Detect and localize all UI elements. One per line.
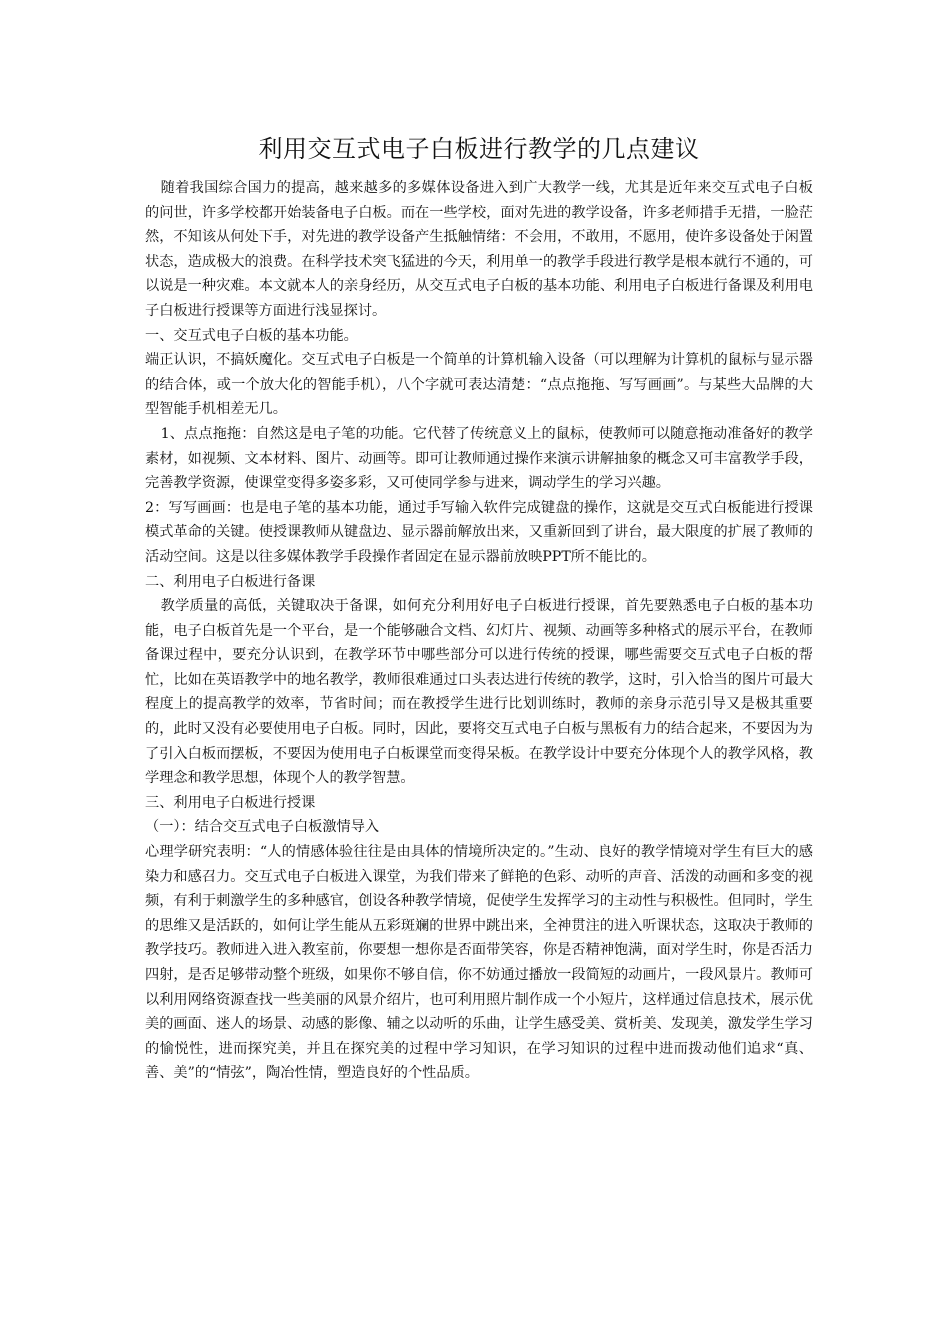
intro-paragraph: 随着我国综合国力的提高，越来越多的多媒体设备进入到广大教学一线，尤其是近年来交互式电子白板的问世，许多学校都开始装备电子白板。而在一些学校，面对先进的教学设备，许多老师措手无措，一脸茫然，不知该从何处下手，对先进的教学设备产生抵触情绪：不会用，不敢用，不愿用，使许多设备处于闲置状态，造成极大的浪费。在科学技术突飞猛进的今天，利用单一的教学手段进行教学是根本就行不通的，可以说是一种灾难。本文就本人的亲身经历，从交互式电子白板的基本功能、利用电子白板进行备课及利用电子白板进行授课等方面进行浅显探讨。 — [145, 180, 813, 319]
subsection-heading-1: （一）：结合交互式电子白板激情导入 — [145, 819, 380, 836]
document-content — [145, 130, 813, 1086]
section-heading-1: 一、交互式电子白板的基本功能。 — [145, 327, 358, 344]
section-1-paragraph: 端正认识，不搞妖魔化。交互式电子白板是一个简单的计算机输入设备（可以理解为计算机的鼠标与显示器的结合体，或一个放大化的智能手机），八个字就可表达清楚：“点点拖拖、写写画画”。与某些大品牌的大型智能手机相差无几。 — [145, 352, 813, 418]
point-click-drag-paragraph: 1、点点拖拖：自然这是电子笔的功能。它代替了传统意义上的鼠标，使教师可以随意拖动准备好的教学素材，如视频、文本材料、图片、动画等。即可让教师通过操作来演示讲解抽象的概念又可丰富教学手段，完善教学资源，使课堂变得多姿多彩，又可使同学参与进来，调动学生的学习兴趣。 — [145, 425, 813, 492]
document-title: 利用交互式电子白板进行教学的几点建议 — [258, 135, 700, 163]
lesson-preparation-paragraph: 教学质量的高低，关键取决于备课，如何充分利用好电子白板进行授课，首先要熟悉电子白板的基本功能，电子白板首先是一个平台，是一个能够融合文档、幻灯片、视频、动画等多种格式的展示平台，在教师备课过程中，要充分认识到，在教学环节中哪些部分可以进行传统的授课，哪些需要交互式电子白板的帮忙，比如在英语教学中的地名教学，教师很难通过口头表达进行传统的教学，这时，引入恰当的图片可最大程度上的提高教学的效率，节省时间；而在教授学生进行比划训练时，教师的亲身示范引导又是极其重要的，此时又没有必要使用电子白板。同时，因此，要将交互式电子白板与黑板有力的结合起来，不要因为为了引入白板而摆板，不要因为使用电子白板课堂而变得呆板。在教学设计中要充分体现个人的教学风格，教学理念和教学思想，体现个人的教学智慧。 — [145, 598, 813, 787]
write-draw-paragraph: 2：写写画画：也是电子笔的基本功能，通过手写输入软件完成键盘的操作，这就是交互式白板能进行授课模式革命的关键。使授课教师从键盘边、显示器前解放出来，又重新回到了讲台，最大限度的扩展了教师的活动空间。这是以往多媒体教学手段操作者固定在显示器前放映PPT所不能比的。 — [145, 499, 813, 565]
classroom-introduction-paragraph: 心理学研究表明：“人的情感体验往往是由具体的情境所决定的。”生动、良好的教学情境对学生有巨大的感染力和感召力。交互式电子白板进入课堂，为我们带来了鲜艳的色彩、动听的声音、活泼的动画和多变的视频，有利于刺激学生的多种感官，创设各种教学情境，促使学生发挥学习的主动性与积极性。但同时，学生的思维又是活跃的，如何让学生能从五彩斑斓的世界中跳出来，全神贯注的进入听课状态，这取决于教师的教学技巧。教师进入进入教室前，你要想一想你是否面带笑容，你是否精神饱满，面对学生时，你是否活力四射，是否足够带动整个班级，如果你不够自信，你不妨通过播放一段简短的动画片，一段风景片。教师可以利用网络资源查找一些美丽的风景介绍片，也可利用照片制作成一个小短片，这样通过信息技术，展示优美的画面、迷人的场景、动感的影像、辅之以动听的乐曲，让学生感受美、赏析美、发现美，激发学生学习的愉悦性，进而探究美，并且在探究美的过程中学习知识，在学习知识的过程中进而拨动他们追求“真、善、美”的“情弦”，陶冶性情，塑造良好的个性品质。 — [145, 844, 813, 1082]
section-heading-3: 三、利用电子白板进行授课 — [145, 794, 316, 811]
section-heading-2: 二、利用电子白板进行备课 — [145, 573, 316, 590]
